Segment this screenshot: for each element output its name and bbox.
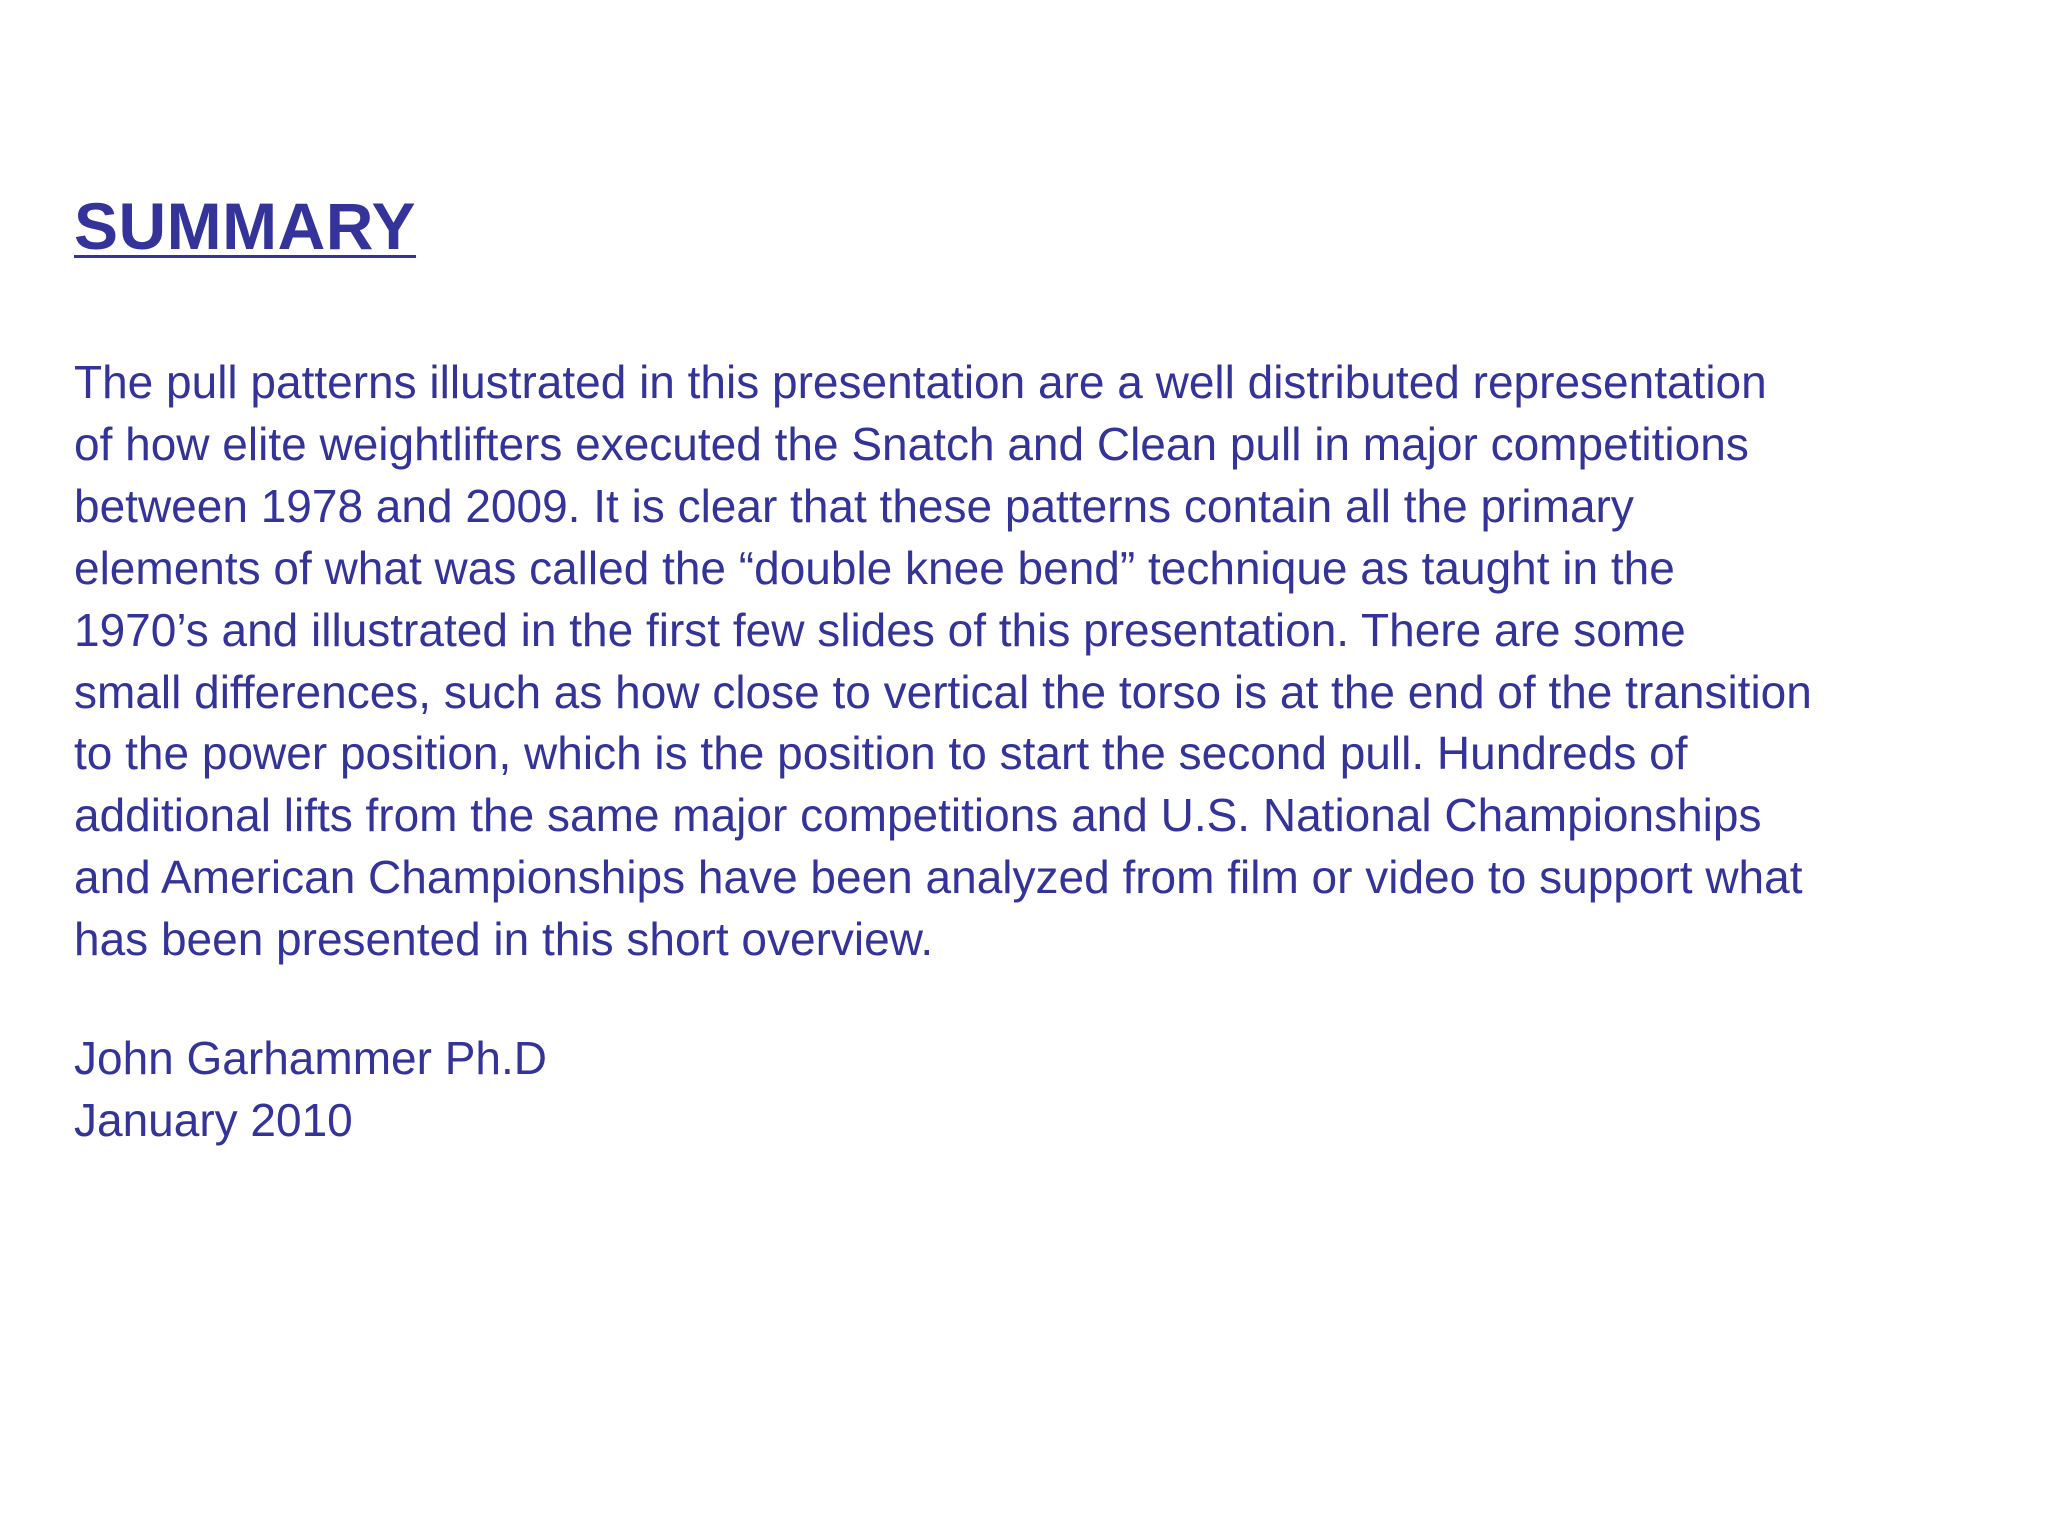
- paragraph-line: additional lifts from the same major competitions and U.S. National Championships: [74, 789, 1762, 842]
- author-name: John Garhammer Ph.D: [74, 1032, 547, 1084]
- paragraph-line: 1970’s and illustrated in the first few slides of this presentation. There are some: [74, 603, 1686, 656]
- summary-paragraph: [74, 352, 2034, 971]
- paragraph-line: and American Championships have been analyzed from film or video to support what: [74, 851, 1803, 904]
- paragraph-line: small differences, such as how close to vertical the torso is at the end of the transition: [74, 665, 1812, 718]
- date-text: January 2010: [74, 1094, 353, 1146]
- slide-title: SUMMARY: [74, 189, 417, 263]
- paragraph-line: has been presented in this short overview.: [74, 913, 934, 966]
- paragraph-line: The pull patterns illustrated in this presentation are a well distributed representation: [74, 356, 1767, 408]
- paragraph-line: of how elite weightlifters executed the Snatch and Clean pull in major competitions: [74, 417, 1749, 470]
- signature-block: [74, 1027, 547, 1151]
- paragraph-line: between 1978 and 2009. It is clear that these patterns contain all the primary: [74, 479, 1634, 532]
- paragraph-line: to the power position, which is the position to start the second pull. Hundreds of: [74, 727, 1688, 780]
- paragraph-line: elements of what was called the “double knee bend” technique as taught in the: [74, 541, 1675, 594]
